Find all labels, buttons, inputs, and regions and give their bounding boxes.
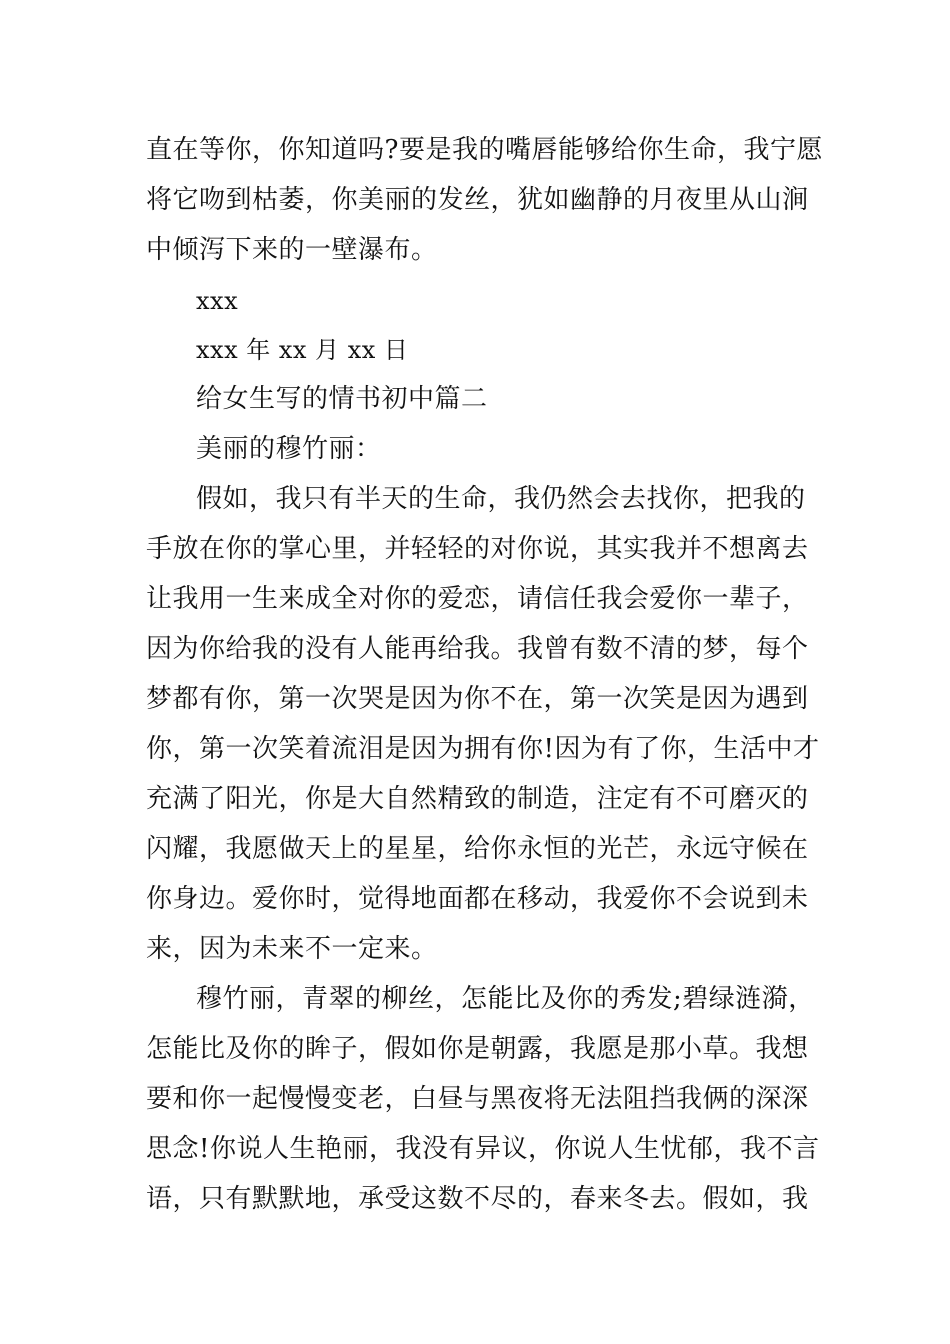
paragraph-2-line-4: 因为你给我的没有人能再给我。我曾有数不清的梦，每个 (146, 634, 809, 664)
paragraph-2-line-5: 梦都有你，第一次哭是因为你不在，第一次笑是因为遇到 (146, 684, 809, 714)
paragraph-3-line-1: 穆竹丽，青翠的柳丝，怎能比及你的秀发;碧绿涟漪， (196, 984, 815, 1014)
paragraph-3-line-3: 要和你一起慢慢变老，白昼与黑夜将无法阻挡我俩的深深 (146, 1084, 809, 1114)
paragraph-1-line-2: 将它吻到枯萎，你美丽的发丝，犹如幽静的月夜里从山涧 (146, 185, 809, 215)
paragraph-1-line-3: 中倾泻下来的一壁瀑布。 (146, 235, 438, 265)
paragraph-3-line-2: 怎能比及你的眸子，假如你是朝露，我愿是那小草。我想 (146, 1034, 809, 1064)
paragraph-3-line-5: 语，只有默默地，承受这数不尽的，春来冬去。假如，我 (146, 1184, 809, 1214)
paragraph-1-line-1: 直在等你，你知道吗?要是我的嘴唇能够给你生命，我宁愿 (146, 135, 823, 165)
paragraph-2-line-2: 手放在你的掌心里，并轻轻的对你说，其实我并不想离去 (146, 534, 809, 564)
paragraph-2-line-10: 来，因为未来不一定来。 (146, 934, 438, 964)
paragraph-2-line-7: 充满了阳光，你是大自然精致的制造，注定有不可磨灭的 (146, 784, 809, 814)
paragraph-2-line-3: 让我用一生来成全对你的爱恋，请信任我会爱你一辈子， (146, 584, 809, 614)
section-title: 给女生写的情书初中篇二 (196, 384, 488, 414)
paragraph-2-line-1: 假如，我只有半天的生命，我仍然会去找你，把我的 (196, 484, 806, 514)
paragraph-2-line-8: 闪耀，我愿做天上的星星，给你永恒的光芒，永远守候在 (146, 834, 809, 864)
salutation: 美丽的穆竹丽： (196, 434, 382, 464)
paragraph-2-line-6: 你，第一次笑着流泪是因为拥有你!因为有了你，生活中才 (146, 734, 820, 764)
paragraph-3-line-4: 思念!你说人生艳丽，我没有异议，你说人生忧郁，我不言 (146, 1134, 820, 1164)
paragraph-2-line-9: 你身边。爱你时，觉得地面都在移动，我爱你不会说到未 (146, 884, 809, 914)
date: xxx 年 xx 月 xx 日 (196, 336, 409, 364)
signature: xxx (196, 287, 239, 315)
